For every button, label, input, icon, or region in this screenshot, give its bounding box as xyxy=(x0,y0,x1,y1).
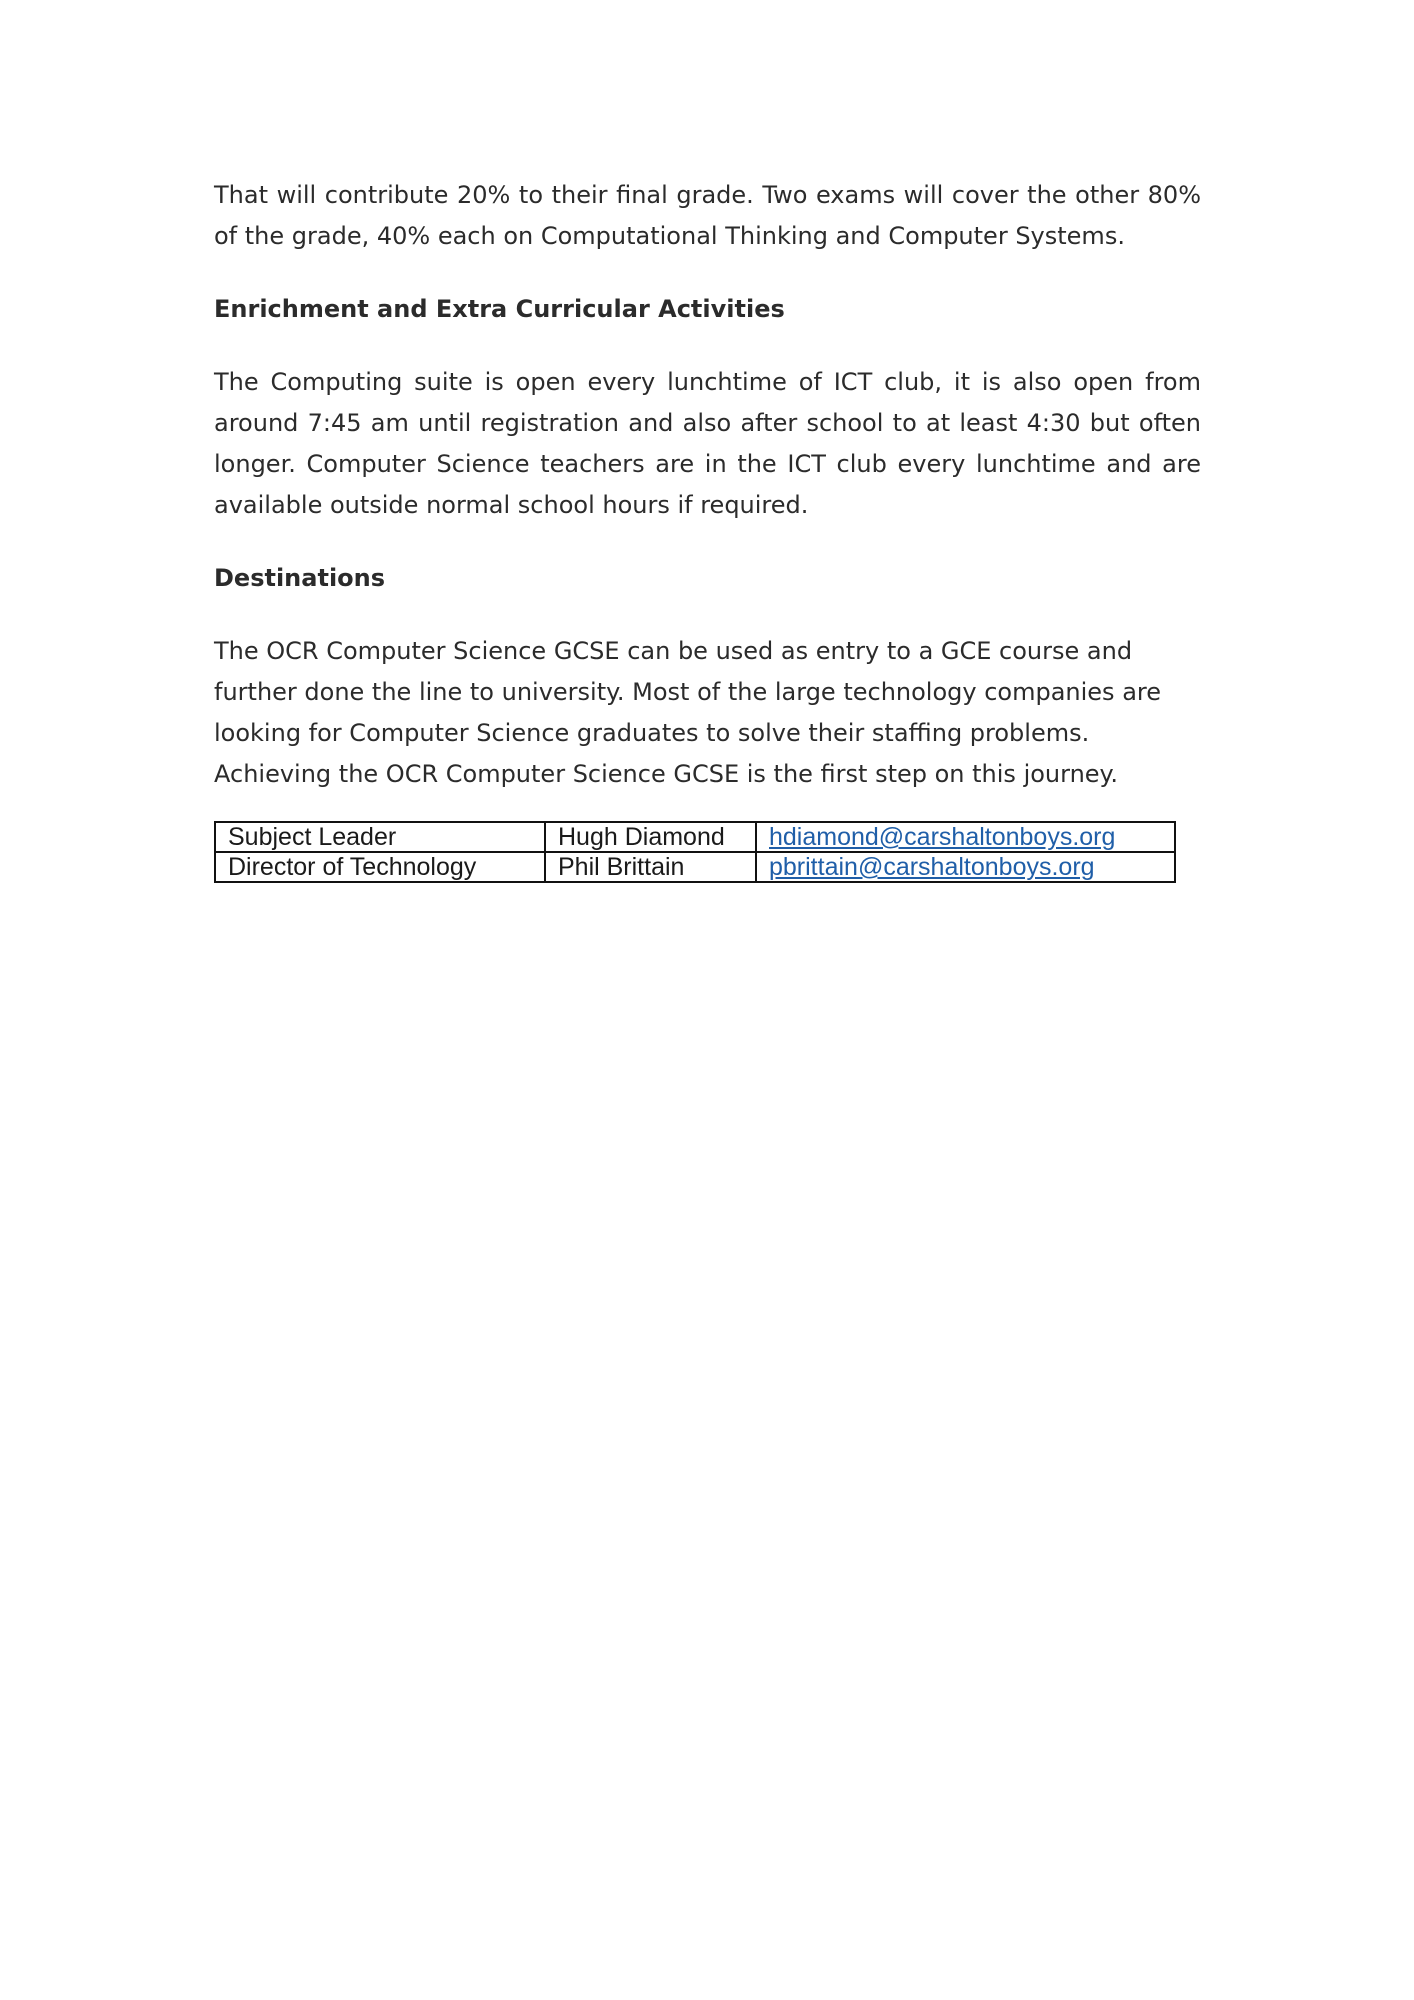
contact-email-link[interactable]: pbrittain@carshaltonboys.org xyxy=(769,853,1095,881)
table-row xyxy=(215,852,1175,882)
destinations-heading: Destinations xyxy=(214,564,386,592)
contact-role: Director of Technology xyxy=(215,852,545,882)
enrichment-paragraph: The Computing suite is open every lunchtime of ICT club, it is also open from around 7:45 am until registration and also after school to at least 4:30 but often longer. Computer Science teachers are in the ICT club every lunchtime and are available outside normal school hours if required. xyxy=(214,368,1201,519)
contact-role: Subject Leader xyxy=(215,822,545,852)
contact-email-link[interactable]: hdiamond@carshaltonboys.org xyxy=(769,823,1116,851)
contact-email-cell xyxy=(756,852,1175,882)
document-page xyxy=(214,175,1201,883)
contact-email-cell xyxy=(756,822,1175,852)
intro-paragraph: That will contribute 20% to their final grade. Two exams will cover the other 80% of the grade, 40% each on Computational Thinking and Computer Systems. xyxy=(214,181,1201,250)
contacts-table xyxy=(214,821,1176,883)
table-row xyxy=(215,822,1175,852)
destinations-paragraph: The OCR Computer Science GCSE can be used as entry to a GCE course and further done the line to university. Most of the large technology companies are looking for Computer Science graduates to solve their staffing problems. Achieving the OCR Computer Science GCSE is the first step on this journey. xyxy=(214,637,1162,788)
contact-name: Phil Brittain xyxy=(545,852,756,882)
contact-name: Hugh Diamond xyxy=(545,822,756,852)
enrichment-heading: Enrichment and Extra Curricular Activities xyxy=(214,295,785,323)
